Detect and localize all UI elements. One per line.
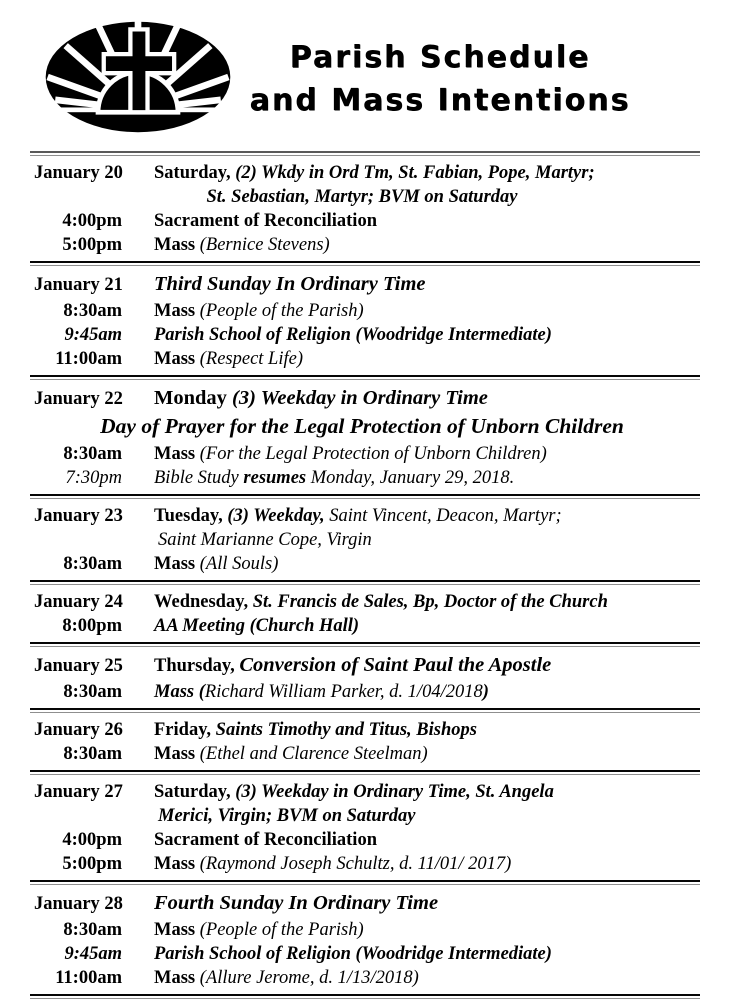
time-label: 8:30am — [63, 444, 122, 464]
text-segment: Tuesday, — [154, 506, 228, 526]
date-label: January 21 — [34, 275, 123, 295]
page-title-line-2: and Mass Intentions — [249, 82, 631, 118]
text-segment: Mass — [154, 744, 200, 764]
text-segment: resumes — [243, 468, 307, 488]
event-description — [154, 616, 359, 636]
schedule-row — [34, 828, 700, 852]
text-segment: (3) Weekday in Ordinary Time, St. Angela — [235, 782, 554, 802]
day-title — [154, 506, 562, 526]
text-segment: Third Sunday In Ordinary Time — [154, 273, 426, 295]
day-header — [34, 590, 700, 614]
text-segment: Saint Marianne Cope, Virgin — [158, 530, 372, 550]
day-section-january-23 — [30, 500, 700, 579]
section-divider — [30, 994, 700, 999]
text-segment: Parish School of Religion (Woodridge Intermediate) — [154, 944, 552, 964]
text-segment: Mass — [154, 301, 200, 321]
event-description — [154, 301, 364, 321]
text-segment: Thursday, — [154, 656, 240, 676]
time-label: 8:30am — [63, 301, 122, 321]
text-segment: Bible Study — [154, 468, 244, 488]
text-segment: AA Meeting (Church Hall) — [154, 616, 360, 636]
day-header — [34, 780, 700, 804]
day-subtitle — [34, 413, 700, 442]
section-divider — [30, 642, 700, 647]
event-description — [154, 211, 377, 231]
page-title — [242, 30, 700, 129]
day-title — [154, 275, 426, 295]
section-divider — [30, 708, 700, 713]
event-description — [154, 830, 377, 850]
text-segment: Sacrament of Reconciliation — [154, 830, 377, 850]
text-segment: Wednesday, — [154, 592, 253, 612]
time-label: 9:45am — [64, 944, 122, 964]
section-divider — [30, 580, 700, 585]
day-title — [154, 656, 551, 676]
event-description — [154, 682, 489, 702]
text-segment: (3) Weekday in Ordinary Time — [232, 387, 488, 409]
text-segment: Mass — [154, 444, 200, 464]
text-segment: Mass — [154, 968, 200, 988]
date-label: January 22 — [34, 389, 123, 409]
date-label: January 23 — [34, 506, 123, 526]
page-title-line-1: Parish Schedule — [289, 39, 591, 75]
text-segment: (People of the Parish) — [199, 920, 364, 940]
time-label: 9:45am — [64, 325, 122, 345]
text-segment: St. Sebastian, Martyr; BVM on Saturday — [206, 187, 518, 207]
text-segment: Saint Vincent, Deacon, Martyr; — [329, 506, 562, 526]
time-label: 7:30pm — [65, 468, 122, 488]
text-segment: Mass ( — [154, 682, 205, 702]
time-label: 5:00pm — [62, 235, 122, 255]
time-label: 4:00pm — [62, 211, 122, 231]
text-segment: (Respect Life) — [199, 349, 303, 369]
text-segment: Parish School of Religion (Woodridge Intermediate) — [154, 325, 552, 345]
time-label: 8:30am — [63, 920, 122, 940]
day-header — [34, 652, 700, 680]
time-label: 8:30am — [63, 744, 122, 764]
schedule-row — [34, 209, 700, 233]
schedule-row — [34, 299, 700, 323]
day-section-january-25 — [30, 648, 700, 707]
day-section-january-24 — [30, 586, 700, 641]
event-description — [154, 554, 278, 574]
schedule-row — [34, 347, 700, 371]
schedule-row — [34, 233, 700, 257]
text-segment: Mass — [154, 554, 200, 574]
text-segment: (People of the Parish) — [199, 301, 364, 321]
date-label: January 27 — [34, 782, 123, 802]
text-segment: Day of Prayer for the Legal Protection of Unborn Children — [100, 414, 624, 438]
text-segment: Mass — [154, 349, 200, 369]
schedule-row — [34, 442, 700, 466]
bulletin-header — [30, 0, 700, 150]
cross-sunburst-logo — [42, 18, 234, 136]
day-header — [34, 504, 700, 528]
day-title — [154, 389, 488, 409]
day-header — [34, 890, 700, 918]
date-label: January 24 — [34, 592, 123, 612]
time-label: 11:00am — [55, 968, 122, 988]
schedule-row — [34, 466, 700, 490]
text-segment: (3) Weekday, — [227, 506, 330, 526]
event-description — [154, 325, 552, 345]
section-divider — [30, 494, 700, 499]
schedule-row — [34, 942, 700, 966]
date-label: January 26 — [34, 720, 123, 740]
text-segment: (Allure Jerome, d. 1/13/2018) — [199, 968, 419, 988]
schedule-row — [34, 742, 700, 766]
day-header — [34, 271, 700, 299]
day-title — [154, 592, 608, 612]
time-label: 8:00pm — [62, 616, 122, 636]
text-segment: ) — [482, 682, 489, 702]
schedule-row — [34, 323, 700, 347]
event-description — [154, 920, 364, 940]
text-segment: Monday, January 29, 2018. — [306, 468, 515, 488]
day-header — [34, 718, 700, 742]
date-label: January 28 — [34, 894, 123, 914]
time-label: 11:00am — [55, 349, 122, 369]
day-header — [34, 385, 700, 413]
text-segment: (Ethel and Clarence Steelman) — [199, 744, 428, 764]
event-description — [154, 468, 514, 488]
schedule-row — [34, 918, 700, 942]
text-segment: Mass — [154, 854, 200, 874]
event-description — [154, 854, 511, 874]
event-description — [154, 968, 419, 988]
event-description — [154, 744, 428, 764]
text-segment: (All Souls) — [199, 554, 279, 574]
time-label: 8:30am — [63, 554, 122, 574]
day-section-january-22 — [30, 381, 700, 493]
event-description — [154, 944, 552, 964]
section-divider — [30, 770, 700, 775]
day-section-january-27 — [30, 776, 700, 879]
text-segment: Mass — [154, 235, 200, 255]
day-title — [154, 720, 477, 740]
day-section-january-21 — [30, 267, 700, 374]
text-segment: Conversion of Saint Paul the Apostle — [239, 654, 552, 676]
text-segment: Monday — [154, 387, 233, 409]
day-subtitle — [34, 185, 700, 209]
day-subtitle — [34, 804, 700, 828]
day-title — [154, 894, 438, 914]
schedule-row — [34, 552, 700, 576]
time-label: 4:00pm — [62, 830, 122, 850]
time-label: 5:00pm — [62, 854, 122, 874]
section-divider — [30, 261, 700, 266]
day-section-january-20 — [30, 157, 700, 260]
header-divider — [30, 151, 700, 156]
day-subtitle — [34, 528, 700, 552]
event-description — [154, 444, 547, 464]
date-label: January 20 — [34, 163, 123, 183]
text-segment: (2) Wkdy in Ord Tm, St. Fabian, Pope, Martyr; — [235, 163, 595, 183]
text-segment: (Bernice Stevens) — [199, 235, 330, 255]
schedule-row — [34, 966, 700, 990]
schedule-row — [34, 680, 700, 704]
schedule-row — [34, 614, 700, 638]
text-segment: Saints Timothy and Titus, Bishops — [215, 720, 477, 740]
day-header — [34, 161, 700, 185]
section-divider — [30, 375, 700, 380]
text-segment: Mass — [154, 920, 200, 940]
day-title — [154, 163, 595, 183]
text-segment: Fourth Sunday In Ordinary Time — [154, 892, 439, 914]
section-divider — [30, 880, 700, 885]
text-segment: Saturday, — [154, 782, 236, 802]
text-segment: Merici, Virgin; BVM on Saturday — [158, 806, 416, 826]
day-section-january-28 — [30, 886, 700, 993]
text-segment: (Raymond Joseph Schultz, d. 11/01/ 2017) — [199, 854, 512, 874]
text-segment: Richard William Parker, d. 1/04/2018 — [204, 682, 483, 702]
date-label: January 25 — [34, 656, 123, 676]
event-description — [154, 235, 330, 255]
text-segment: Saturday, — [154, 163, 236, 183]
day-title — [154, 782, 554, 802]
text-segment: (For the Legal Protection of Unborn Children) — [199, 444, 547, 464]
day-section-january-26 — [30, 714, 700, 769]
schedule-list — [30, 157, 700, 999]
text-segment: St. Francis de Sales, Bp, Doctor of the Church — [252, 592, 608, 612]
time-label: 8:30am — [63, 682, 122, 702]
logo-container — [42, 18, 242, 141]
event-description — [154, 349, 303, 369]
text-segment: Sacrament of Reconciliation — [154, 211, 377, 231]
schedule-row — [34, 852, 700, 876]
text-segment: Friday, — [154, 720, 216, 740]
